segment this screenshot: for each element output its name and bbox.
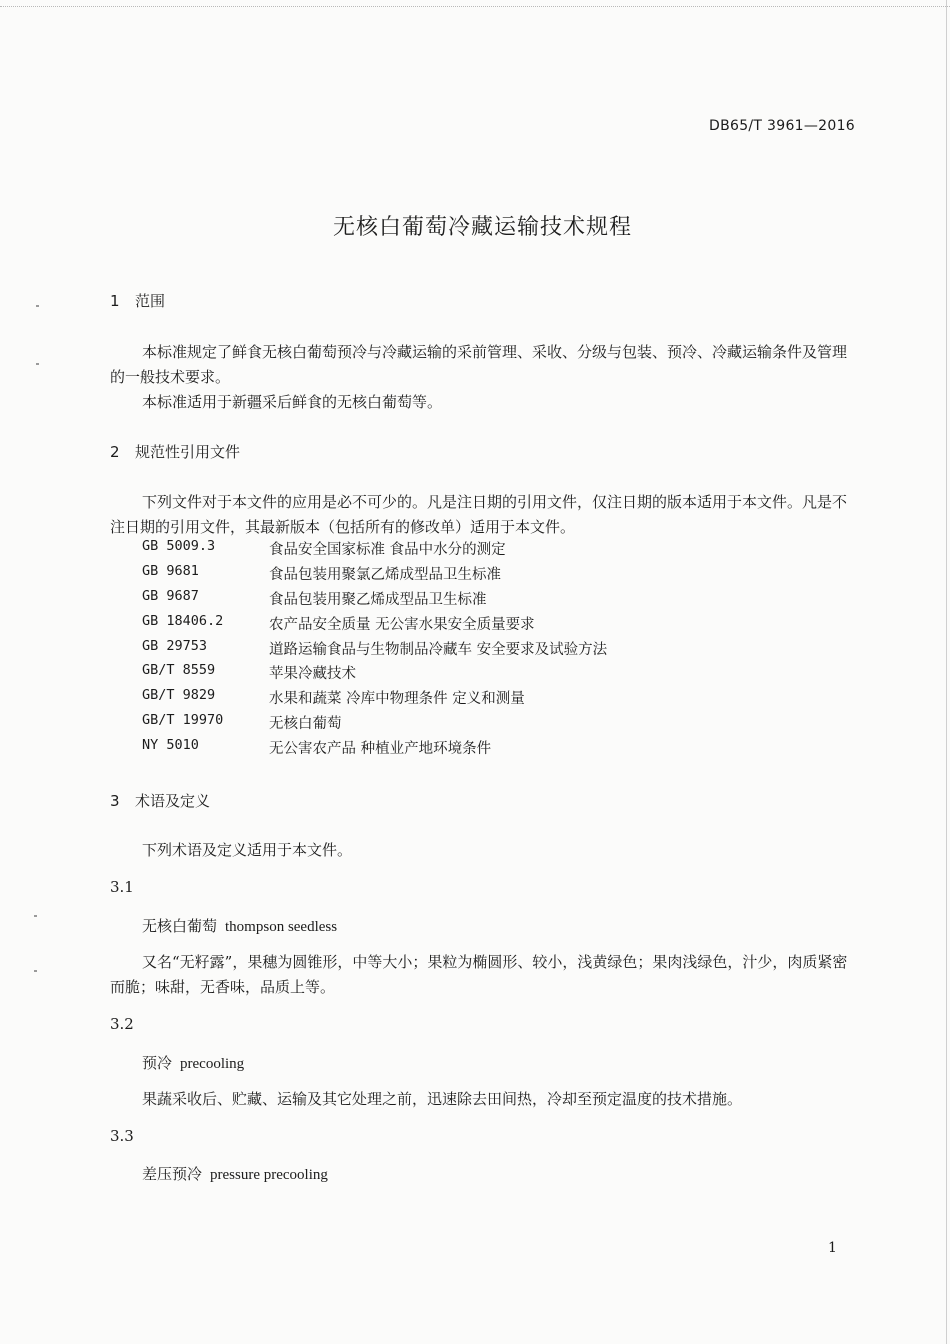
section-title: 规范性引用文件 — [135, 443, 241, 461]
term-english: pressure precooling — [210, 1167, 328, 1183]
term-definition: 果蔬采收后、贮藏、运输及其它处理之前，迅速除去田间热，冷却至预定温度的技术措施。 — [142, 1090, 743, 1108]
term-english: precooling — [180, 1056, 245, 1072]
reference-title: 苹果冷藏技术 — [269, 666, 356, 683]
reference-title: 无核白葡萄 — [269, 716, 342, 733]
normative-references-list — [142, 538, 607, 762]
reference-code: GB 18406.2 — [142, 612, 224, 629]
section-title: 范围 — [135, 292, 166, 310]
scan-border-right — [946, 0, 947, 1344]
section-heading — [110, 790, 210, 811]
reference-title: 食品安全国家标准 食品中水分的测定 — [269, 542, 506, 558]
section-number: 1 — [110, 292, 120, 310]
reference-item — [142, 638, 607, 663]
section-heading — [110, 290, 165, 311]
document-title: 无核白葡萄冷藏运输技术规程 — [332, 215, 632, 240]
reference-code: GB 9687 — [142, 587, 199, 604]
reference-title: 水果和蔬菜 冷库中物理条件 定义和测量 — [269, 691, 525, 708]
reference-code: NY 5010 — [142, 737, 199, 754]
term-heading — [142, 1163, 328, 1184]
reference-code: GB 9681 — [142, 562, 199, 579]
reference-title: 食品包装用聚乙烯成型品卫生标准 — [269, 591, 487, 608]
term-heading — [142, 915, 337, 936]
term-number: 3.1 — [110, 878, 134, 896]
term-chinese: 无核白葡萄 — [142, 917, 218, 935]
reference-item — [142, 737, 607, 762]
reference-item — [142, 687, 607, 712]
term-english: thompson seedless — [225, 919, 338, 935]
scan-speck — [36, 305, 39, 307]
document-number: DB65/T 3961—2016 — [709, 118, 855, 134]
scan-speck — [34, 915, 37, 917]
paragraph: 本标准适用于新疆采后鲜食的无核白葡萄等。 — [142, 393, 443, 411]
reference-item — [142, 662, 607, 687]
term-heading — [142, 1052, 244, 1073]
section-number: 3 — [110, 792, 120, 810]
reference-title: 道路运输食品与生物制品冷藏车 安全要求及试验方法 — [269, 641, 608, 658]
term-definition: 又名“无籽露”，果穗为圆锥形，中等大小；果粒为椭圆形、较小，浅黄绿色；果肉浅绿色，汁少，肉质紧密而脆；味甜，无香味，品质上等。 — [110, 953, 848, 996]
paragraph: 下列术语及定义适用于本文件。 — [142, 841, 353, 859]
scan-border-top — [0, 0, 950, 7]
term-chinese: 预冷 — [142, 1054, 173, 1072]
reference-code: GB 29753 — [142, 637, 208, 654]
reference-code: GB/T 8559 — [142, 662, 216, 679]
term-chinese: 差压预冷 — [142, 1165, 203, 1183]
reference-item — [142, 613, 607, 638]
scan-speck — [36, 363, 39, 365]
scan-speck — [34, 970, 37, 972]
reference-item — [142, 712, 607, 737]
section-heading — [110, 441, 240, 462]
term-number: 3.2 — [110, 1015, 134, 1033]
reference-item — [142, 588, 607, 613]
section-number: 2 — [110, 443, 120, 461]
reference-title: 农产品安全质量 无公害水果安全质量要求 — [269, 616, 535, 633]
term-number: 3.3 — [110, 1127, 134, 1145]
page-number: 1 — [828, 1240, 837, 1256]
reference-title: 无公害农产品 种植业产地环境条件 — [269, 741, 492, 758]
reference-title: 食品包装用聚氯乙烯成型品卫生标准 — [269, 566, 501, 583]
reference-code: GB 5009.3 — [142, 538, 216, 554]
reference-code: GB/T 19970 — [142, 712, 224, 729]
reference-code: GB/T 9829 — [142, 687, 216, 704]
paragraph: 本标准规定了鲜食无核白葡萄预冷与冷藏运输的采前管理、采收、分级与包装、预冷、冷藏运输条件及管理的一般技术要求。 — [110, 343, 848, 386]
paragraph: 下列文件对于本文件的应用是必不可少的。凡是注日期的引用文件，仅注日期的版本适用于本文件。凡是不注日期的引用文件，其最新版本（包括所有的修改单）适用于本文件。 — [110, 493, 848, 536]
reference-item — [142, 563, 607, 588]
section-title: 术语及定义 — [135, 792, 211, 810]
reference-item — [142, 538, 607, 563]
